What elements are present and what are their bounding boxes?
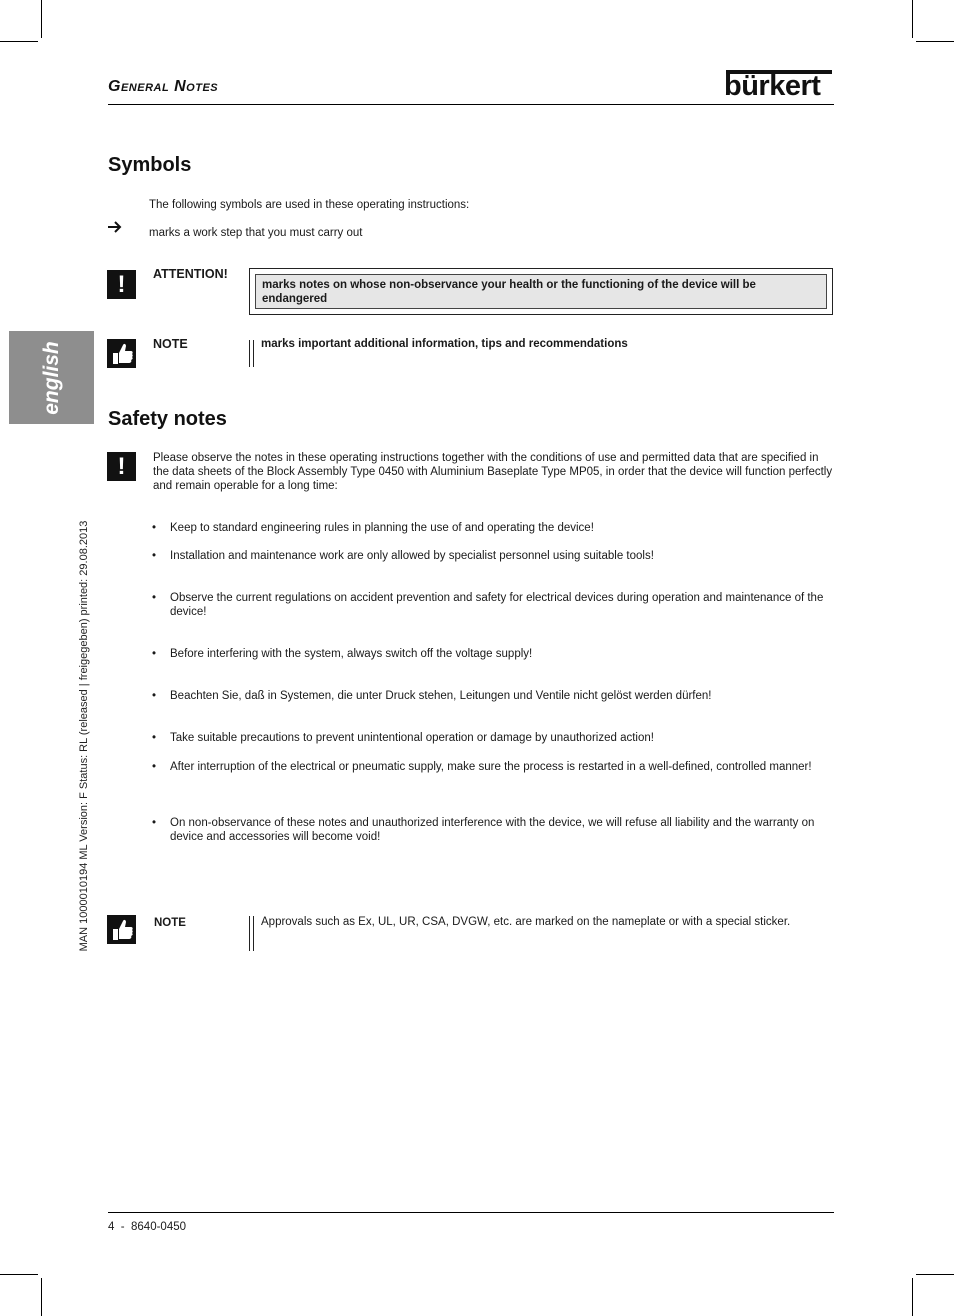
bullet: • xyxy=(152,732,157,744)
crop-mark xyxy=(0,1274,38,1275)
crop-mark xyxy=(912,0,913,38)
attention-box xyxy=(249,268,833,315)
bullet-text: After interruption of the electrical or pneumatic supply, make sure the process is restarted in a well-defined, controlled manner! xyxy=(170,761,812,773)
exclamation-icon: ! xyxy=(107,452,136,481)
symbols-heading: Symbols xyxy=(108,154,192,176)
bullet-text: On non-observance of these notes and unauthorized interference with the device, we will refuse all liability and the warranty on device and accessories will become void! xyxy=(170,817,815,843)
list-item xyxy=(152,549,832,563)
bullet: • xyxy=(152,550,157,562)
header-rule xyxy=(108,104,834,105)
section-title: General Notes xyxy=(108,78,219,95)
bullet: • xyxy=(152,690,157,702)
list-item xyxy=(152,760,832,788)
safety-intro: Please observe the notes in these operating instructions together with the conditions of use and permitted data that are specified in the data sheets of the Block Assembly Type 0450 with Aluminium Baseplate Type MP05, in order that the device will function perfectly and remain operable for a long time: xyxy=(153,452,833,492)
crop-mark xyxy=(0,41,38,42)
bullet: • xyxy=(152,592,157,604)
exclamation-icon: ! xyxy=(107,270,136,299)
bullet: • xyxy=(152,648,157,660)
language-tab xyxy=(9,331,94,424)
note-text: marks important additional information, tips and recommendations xyxy=(261,338,628,350)
safety-heading: Safety notes xyxy=(108,408,227,430)
list-item xyxy=(152,521,832,535)
crop-mark xyxy=(916,41,954,42)
attention-text: marks notes on whose non-observance your health or the functioning of the device will be endangered xyxy=(255,274,827,309)
bullet-text: Observe the current regulations on accident prevention and safety for electrical devices during operation and maintenance of the device! xyxy=(170,592,824,618)
thumbs-up-icon xyxy=(107,339,136,368)
note-divider xyxy=(253,340,254,367)
note-divider xyxy=(253,916,254,951)
thumbs-up-icon xyxy=(107,915,136,944)
bullet-text: Before interfering with the system, always switch off the voltage supply! xyxy=(170,648,533,660)
document-meta: MAN 1000010194 ML Version: F Status: RL (released | freigegeben) printed: 29.08.2013 xyxy=(78,520,90,952)
note-divider xyxy=(249,916,250,951)
bullet: • xyxy=(152,817,157,829)
note-label: NOTE xyxy=(154,917,186,929)
crop-mark xyxy=(912,1278,913,1316)
burkert-logo xyxy=(724,68,834,102)
list-item xyxy=(152,689,832,703)
crop-mark xyxy=(41,0,42,38)
bullet-text: Keep to standard engineering rules in planning the use of and operating the device! xyxy=(170,522,594,534)
note-label: NOTE xyxy=(153,337,188,351)
crop-mark xyxy=(916,1274,954,1275)
bullet-text: Installation and maintenance work are only allowed by specialist personnel using suitable tools! xyxy=(170,550,654,562)
bullet-text: Beachten Sie, daß in Systemen, die unter Druck stehen, Leitungen und Ventile nicht gelöst werden dürfen! xyxy=(170,690,712,702)
attention-label: ATTENTION! xyxy=(153,267,228,281)
note-text: Approvals such as Ex, UL, UR, CSA, DVGW, etc. are marked on the nameplate or with a special sticker. xyxy=(261,916,791,928)
arrow-description: marks a work step that you must carry out xyxy=(149,227,363,239)
footer-rule xyxy=(108,1212,834,1213)
crop-mark xyxy=(41,1278,42,1316)
list-item xyxy=(152,647,832,661)
logo-text: bürkert xyxy=(724,70,821,102)
bullet-text: Take suitable precautions to prevent unintentional operation or damage by unauthorized action! xyxy=(170,732,654,744)
arrow-right-icon xyxy=(106,217,124,235)
list-item xyxy=(152,731,832,745)
list-item xyxy=(152,591,832,619)
symbols-intro: The following symbols are used in these operating instructions: xyxy=(149,199,470,211)
note-divider xyxy=(249,340,250,367)
bullet: • xyxy=(152,761,157,773)
bullet: • xyxy=(152,522,157,534)
language-tab-label: english xyxy=(39,340,63,415)
list-item xyxy=(152,816,832,844)
page-reference: 4 - 8640-0450 xyxy=(108,1221,187,1233)
